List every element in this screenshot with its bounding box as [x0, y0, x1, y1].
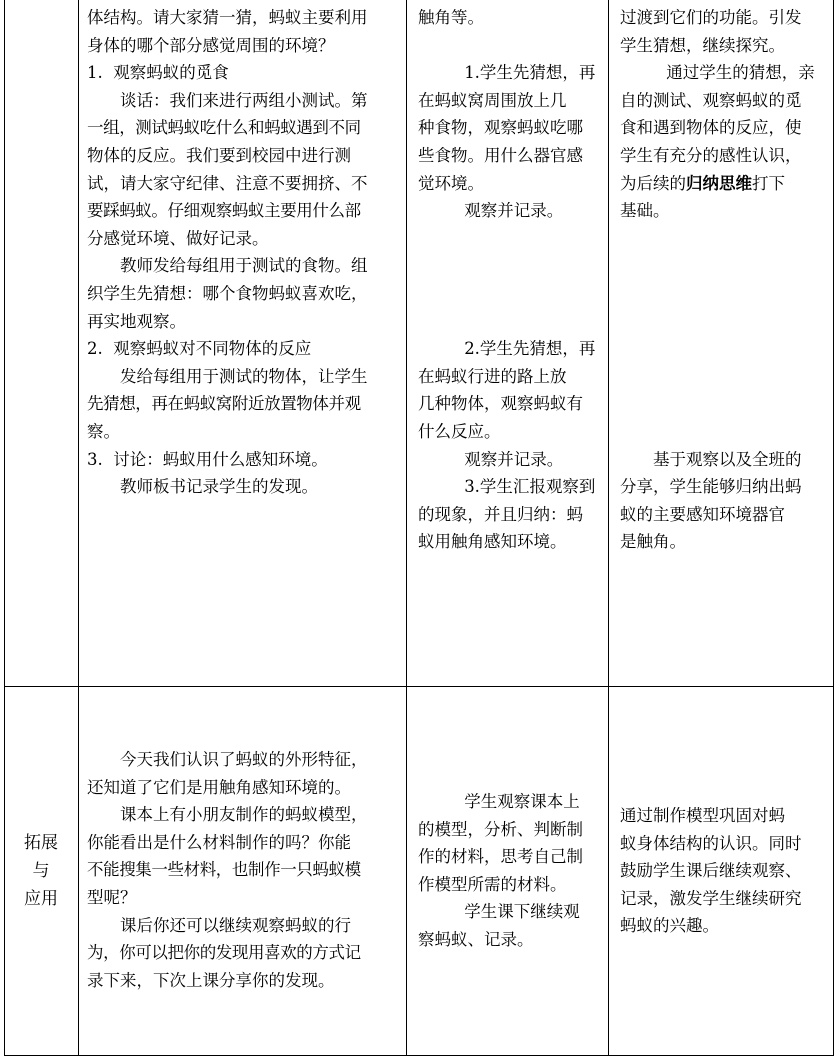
row2-intent-cell	[620, 802, 832, 940]
text-line: 观察并记录。	[464, 449, 564, 469]
text-line: 学生有充分的感性认识，	[620, 145, 802, 165]
row-divider	[4, 686, 834, 687]
stage-label-line: 拓展	[24, 833, 58, 853]
step-heading: 3. 讨论：蚂蚁用什么感知环境。	[87, 449, 328, 469]
row1-student-cell	[418, 4, 606, 556]
text-line: 2.学生先猜想，再	[464, 339, 596, 359]
text-line: 体结构。请大家猜一猜，蚂蚁主要利用	[87, 8, 368, 27]
text-line: 触角等。	[418, 8, 484, 27]
bold-keyword: 归纳思维	[686, 173, 752, 193]
text-line: 什么反应。	[418, 421, 501, 441]
text-line: 要踩蚂蚁。仔细观察蚂蚁主要用什么部	[87, 201, 361, 221]
text-line: 自的测试、观察蚂蚁的觅	[620, 90, 802, 110]
text-line: 种食物，观察蚂蚁吃哪	[418, 118, 583, 138]
text-line: 察。	[87, 421, 120, 441]
row1-activity-cell	[87, 4, 403, 501]
table-border-right	[833, 0, 834, 1056]
text-line: 教师发给每组用于测试的食物。组	[120, 256, 368, 276]
text-line: 课本上有小朋友制作的蚂蚁模型，	[120, 805, 368, 825]
text-line: 学生猜想，继续探究。	[620, 35, 785, 55]
text-line: 录下来，下次上课分享你的发现。	[87, 970, 335, 990]
column-divider-1	[78, 0, 79, 1056]
text-line: 过渡到它们的功能。引发	[620, 8, 802, 27]
stage-label-line: 应用	[24, 889, 58, 909]
text-line: 基础。	[620, 201, 670, 221]
text-line: 基于观察以及全班的	[653, 449, 802, 469]
text-line: 观察并记录。	[464, 201, 564, 221]
text-line: 几种物体，观察蚂蚁有	[418, 394, 583, 414]
text-line: 你能看出是什么材料制作的吗？你能	[87, 832, 351, 852]
text-line: 3.学生汇报观察到	[464, 477, 596, 497]
text-line: 通过学生的猜想，亲	[666, 63, 815, 83]
step-heading: 1. 观察蚂蚁的觅食	[87, 63, 229, 83]
stage-label	[4, 829, 78, 913]
text-line: 些食物。用什么器官感	[418, 145, 583, 165]
row2-student-cell	[418, 788, 606, 954]
text-line: 分感觉环境、做好记录。	[87, 228, 269, 248]
text-line: 通过制作模型巩固对蚂	[620, 806, 785, 825]
text-line: 还知道了它们是用触角感知环境的。	[87, 777, 351, 797]
text-line: 察蚂蚁、记录。	[418, 929, 534, 949]
text-line: 是触角。	[620, 532, 686, 552]
stage-label-line: 与	[32, 861, 50, 881]
text-line: 蚁的主要感知环境器官	[620, 504, 785, 524]
text-line: 的模型，分析、判断制	[418, 819, 583, 839]
text-line: 不能搜集一些材料，也制作一只蚂蚁模	[87, 860, 361, 880]
text-line: 食和遇到物体的反应，使	[620, 118, 802, 138]
text-line	[620, 170, 832, 198]
text-line: 再实地观察。	[87, 311, 186, 331]
text-line: 身体的哪个部分感觉周围的环境？	[87, 35, 335, 55]
text-line: 今天我们认识了蚂蚁的外形特征，	[120, 750, 368, 769]
text-line: 试，请大家守纪律、注意不要拥挤、不	[87, 173, 368, 193]
text-line: 在蚂蚁窝周围放上几	[418, 90, 567, 110]
text-line: 织学生先猜想：哪个食物蚂蚁喜欢吃，	[87, 283, 368, 303]
step-heading: 2. 观察蚂蚁对不同物体的反应	[87, 339, 312, 359]
text-line: 1.学生先猜想，再	[464, 63, 596, 83]
text-line: 一组，测试蚂蚁吃什么和蚂蚁遇到不同	[87, 118, 361, 138]
text-line: 蚁用触角感知环境。	[418, 532, 567, 552]
text-line: 在蚂蚁行进的路上放	[418, 366, 567, 386]
column-divider-3	[608, 0, 609, 1056]
text-line: 蚂蚁的兴趣。	[620, 916, 719, 936]
text-line: 鼓励学生课后继续观察、	[620, 861, 802, 881]
text-line: 为，你可以把你的发现用喜欢的方式记	[87, 943, 361, 963]
text-line: 记录，激发学生继续研究	[620, 888, 802, 908]
text-line: 作模型所需的材料。	[418, 874, 567, 894]
text-line: 教师板书记录学生的发现。	[120, 477, 318, 497]
text-line: 谈话：我们来进行两组小测试。第	[120, 90, 368, 110]
text-line: 型呢？	[87, 887, 137, 907]
table-border-bottom	[4, 1055, 834, 1056]
row2-activity-cell	[87, 746, 403, 994]
text-line: 的现象，并且归纳：蚂	[418, 504, 583, 524]
text-line: 蚁身体结构的认识。同时	[620, 833, 802, 853]
text-fragment: 为后续的	[620, 173, 686, 193]
text-line: 作的材料，思考自己制	[418, 847, 583, 867]
text-line: 先猜想，再在蚂蚁窝附近放置物体并观	[87, 394, 361, 414]
column-divider-2	[406, 0, 407, 1056]
text-line: 发给每组用于测试的物体，让学生	[120, 366, 368, 386]
text-line: 学生课下继续观	[464, 902, 580, 922]
text-fragment: 打下	[752, 173, 785, 193]
text-line: 分享，学生能够归纳出蚂	[620, 477, 802, 497]
text-line: 物体的反应。我们要到校园中进行测	[87, 145, 351, 165]
text-line: 学生观察课本上	[464, 792, 580, 811]
text-line: 觉环境。	[418, 173, 484, 193]
text-line: 课后你还可以继续观察蚂蚁的行	[120, 915, 351, 935]
row1-intent-cell	[620, 4, 832, 556]
